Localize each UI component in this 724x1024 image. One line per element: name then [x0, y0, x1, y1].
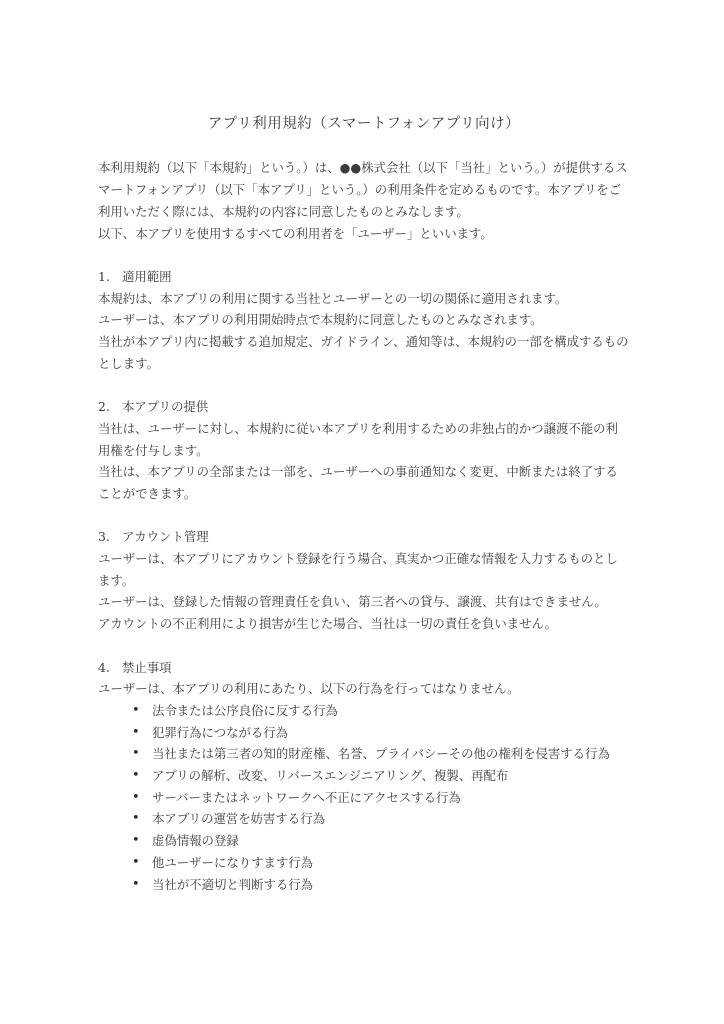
- section-number: 3.: [98, 529, 110, 545]
- section-paragraph: 本規約は、本アプリの利用に関する当社とユーザーとの一切の関係に適用されます。: [98, 290, 568, 306]
- list-item: • 他ユーザーになりすます行為: [98, 852, 630, 874]
- section-paragraph: アカウントの不正利用により損害が生じた場合、当社は一切の責任を負いません。: [98, 616, 558, 632]
- section-paragraph: ユーザーは、登録した情報の管理責任を負い、第三者への貸与、譲渡、共有はできません。: [98, 594, 607, 610]
- section-paragraph: ユーザーは、本アプリの利用開始時点で本規約に同意したものとみなされます。: [98, 312, 543, 328]
- list-item: • 本アプリの運営を妨害する行為: [98, 808, 630, 830]
- list-item: • 法令または公序良俗に反する行為: [98, 700, 630, 722]
- list-item: • 当社または第三者の知的財産権、名誉、プライバシーその他の権利を侵害する行為: [98, 743, 630, 765]
- list-item: • 虚偽情報の登録: [98, 830, 630, 852]
- section-paragraph: 当社は、本アプリの全部または一部を、ユーザーへの事前通知なく変更、中断または終了することができます。: [98, 464, 618, 501]
- section-paragraph: ユーザーは、本アプリの利用にあたり、以下の行為を行ってはなりません。: [98, 681, 520, 697]
- section-paragraph: 当社は、ユーザーに対し、本規約に従い本アプリを利用するための非独占的かつ譲渡不能の利用権を付与します。: [98, 420, 618, 458]
- intro-paragraph: 以下、本アプリを使用するすべての利用者を「ユーザー」といいます。: [98, 225, 493, 241]
- section-title: アカウント管理: [122, 529, 209, 545]
- section-title: 本アプリの提供: [122, 399, 209, 415]
- document-title: アプリ利用規約（スマートフォンアプリ向け）: [207, 116, 521, 132]
- section-scope: [98, 266, 630, 375]
- section-title: 禁止事項: [122, 659, 172, 675]
- section-heading: [98, 526, 630, 548]
- list-item: • アプリの解析、改変、リバースエンジニアリング、複製、再配布: [98, 765, 630, 787]
- section-paragraph: 当社が本アプリ内に掲載する追加規定、ガイドライン、通知等は、本規約の一部を構成するものとします。: [98, 334, 629, 371]
- section-number: 1.: [98, 268, 110, 284]
- prohibited-acts-list: [98, 700, 630, 895]
- section-account-management: [98, 526, 630, 635]
- list-item: • 当社が不適切と判断する行為: [98, 874, 630, 896]
- section-app-provision: [98, 396, 630, 505]
- section-title: 適用範囲: [122, 268, 172, 284]
- intro-paragraph: 本利用規約（以下「本規約」という。）は、●●株式会社（以下「当社」という。）が提供するスマートフォンアプリ（以下「本アプリ」という。）の利用条件を定めるものです。本アプリをご利用いただく際には、本規約の内容に同意したものとみなします。: [98, 160, 628, 219]
- list-item: • サーバーまたはネットワークへ不正にアクセスする行為: [98, 787, 630, 809]
- section-heading: [98, 266, 630, 288]
- list-item: • 犯罪行為につながる行為: [98, 722, 630, 744]
- section-heading: [98, 396, 630, 418]
- intro-block: [98, 157, 630, 244]
- section-number: 2.: [98, 399, 110, 415]
- section-prohibited-acts: [98, 657, 630, 896]
- section-heading: [98, 657, 630, 679]
- section-number: 4.: [98, 659, 110, 675]
- section-paragraph: ユーザーは、本アプリにアカウント登録を行う場合、真実かつ正確な情報を入力するものとします。: [98, 551, 618, 588]
